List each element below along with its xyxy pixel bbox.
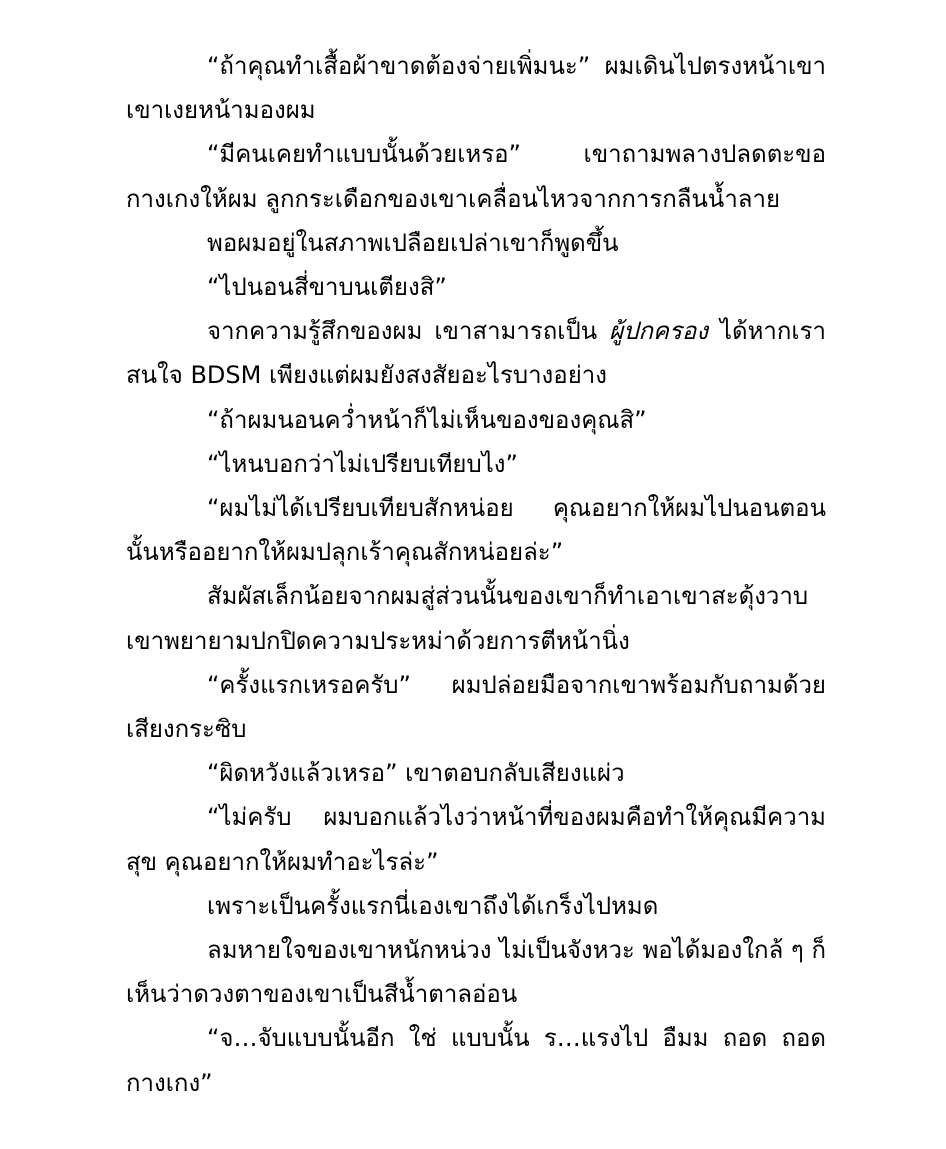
paragraph-5-italic-term: ผู้ปกครอง	[609, 317, 708, 346]
document-page	[126, 44, 826, 1105]
paragraph-6: “ถ้าผมนอนคว่ำหน้าก็ไม่เห็นของของคุณสิ”	[207, 405, 647, 434]
paragraph-4: “ไปนอนสี่ขาบนเตียงสิ”	[207, 273, 447, 302]
paragraph-5-start: จากความรู้สึกของผม เขาสามารถเป็น	[207, 317, 610, 346]
paragraph-8: “ผมไม่ได้เปรียบเทียบสักหน่อย คุณอยากให้ผมไปนอนตอนนั้นหรืออยากให้ผมปลุกเร้าคุณสักหน่อยล่ะ”	[126, 494, 826, 567]
paragraph-11: “ผิดหวังแล้วเหรอ” เขาตอบกลับเสียงแผ่ว	[207, 759, 625, 788]
paragraph-14: ลมหายใจของเขาหนักหน่วง ไม่เป็นจังหวะ พอได้มองใกล้ ๆ ก็เห็นว่าดวงตาของเขาเป็นสีน้ำตาลอ่อน	[126, 936, 826, 1009]
paragraph-13: เพราะเป็นครั้งแรกนี่เองเขาถึงได้เกร็งไปหมด	[207, 891, 659, 920]
paragraph-5	[126, 309, 826, 397]
paragraph-1: “ถ้าคุณทำเสื้อผ้าขาดต้องจ่ายเพิ่มนะ” ผมเดินไปตรงหน้าเขา เขาเงยหน้ามองผม	[126, 52, 826, 125]
paragraph-9: สัมผัสเล็กน้อยจากผมสู่ส่วนนั้นของเขาก็ทำเอาเขาสะดุ้งวาบ เขาพยายามปกปิดความประหม่าด้วยการตีหน้านิ่ง	[126, 582, 809, 655]
paragraph-7: “ไหนบอกว่าไม่เปรียบเทียบไง”	[207, 449, 518, 478]
paragraph-12: “ไม่ครับ ผมบอกแล้วไงว่าหน้าที่ของผมคือทำให้คุณมีความสุข คุณอยากให้ผมทำอะไรล่ะ”	[126, 803, 826, 876]
paragraph-5-end: ได้หากเราสนใจ BDSM เพียงแต่ผมยังสงสัยอะไรบางอย่าง	[126, 317, 826, 390]
paragraph-3: พอผมอยู่ในสภาพเปลือยเปล่าเขาก็พูดขึ้น	[207, 228, 619, 257]
paragraph-10: “ครั้งแรกเหรอครับ” ผมปล่อยมือจากเขาพร้อมกับถามด้วยเสียงกระซิบ	[126, 670, 826, 744]
paragraph-2: “มีคนเคยทำแบบนั้นด้วยเหรอ” เขาถามพลางปลดตะขอกางเกงให้ผม ลูกกระเดือกของเขาเคลื่อนไหวจากการกลืนน้ำลาย	[126, 140, 826, 213]
paragraph-15: “จ…จับแบบนั้นอีก ใช่ แบบนั้น ร…แรงไป อืมม ถอด ถอด กางเกง”	[126, 1024, 826, 1097]
